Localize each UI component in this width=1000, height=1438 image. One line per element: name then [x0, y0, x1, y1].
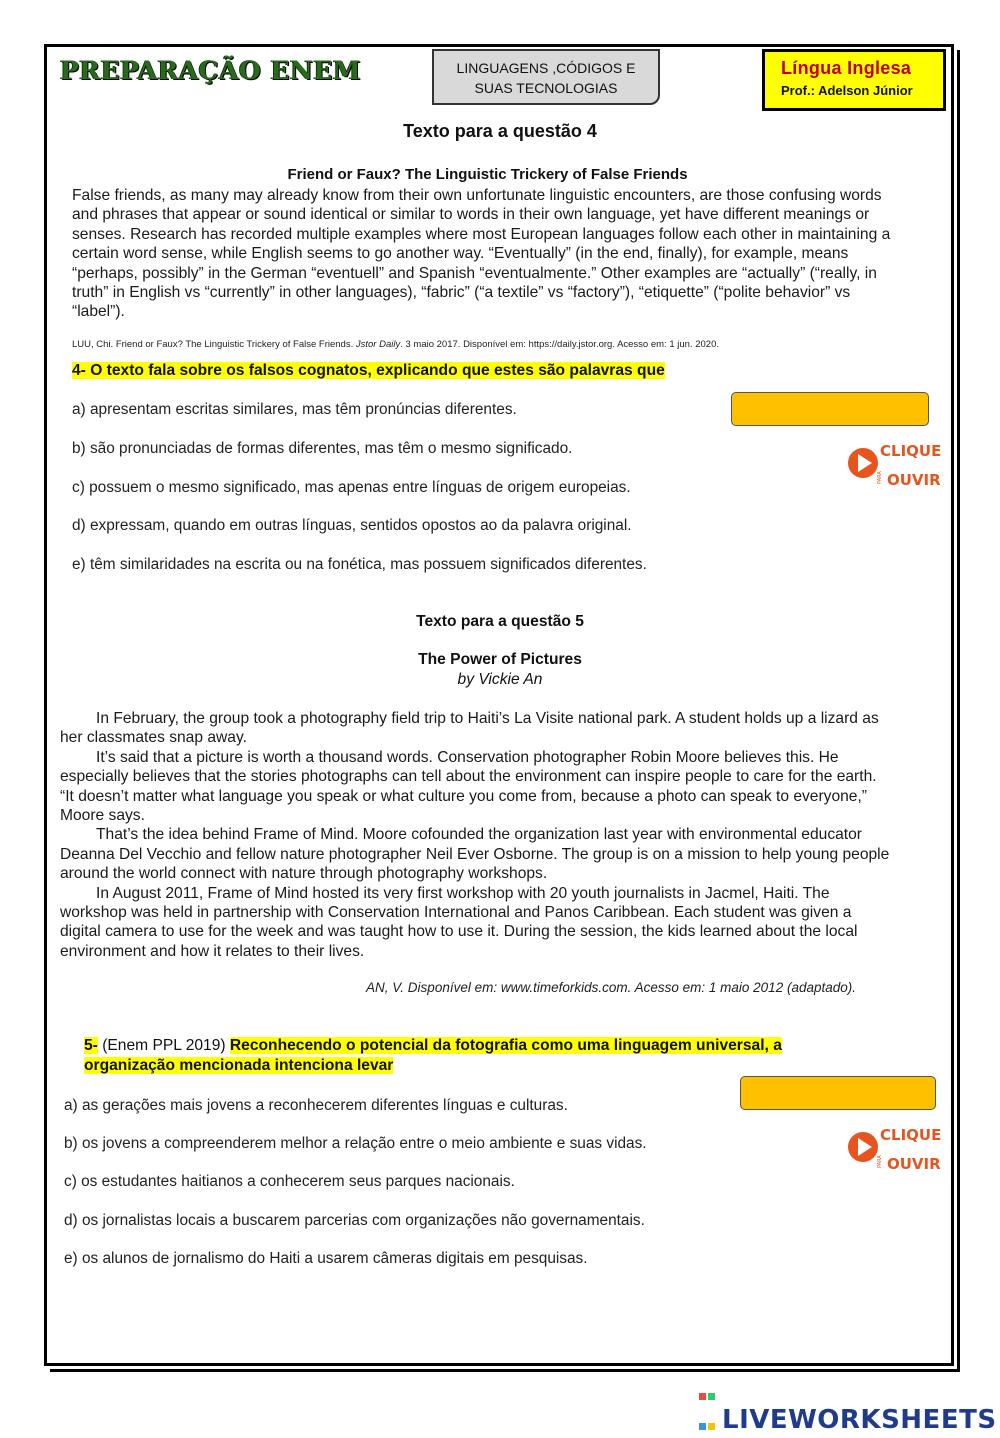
option-4c: c) possuem o mesmo significado, mas apenas entre línguas de origem europeias. — [72, 479, 631, 496]
brand-title: PREPARAÇÃO ENEM — [60, 56, 362, 85]
citation-prefix: LUU, Chi. Friend or Faux? The Linguistic Trickery of False Friends. — [72, 339, 356, 350]
liveworksheets-icon — [698, 1378, 720, 1400]
question-5-source: (Enem PPL 2019) — [97, 1037, 230, 1054]
option-4b: b) são pronunciadas de formas diferentes, mas têm o mesmo significado. — [72, 440, 573, 457]
answer-dropdown-q5[interactable] — [740, 1076, 936, 1110]
language-title: Língua Inglesa — [781, 58, 912, 78]
article-title-q4: Friend or Faux? The Linguistic Trickery of False Friends — [287, 166, 688, 183]
article-body-q5 — [60, 709, 890, 961]
section-heading-q5: Texto para a questão 5 — [416, 613, 584, 630]
question-5 — [84, 1036, 854, 1075]
listen-label-small: PARA — [877, 1155, 883, 1168]
article-author-q5: by Vickie An — [457, 671, 543, 688]
paragraph-3: That’s the idea behind Frame of Mind. Moore cofounded the organization last year with environmental educator Deanna Del Vecchio and fellow nature photographer Neil Ever Osborne. The group is on a mission to help young people around the world connect with nature through photography workshops. — [60, 826, 890, 883]
listen-button-q4[interactable] — [847, 432, 942, 494]
question-4 — [72, 362, 665, 380]
option-5a: a) as gerações mais jovens a reconhecerem diferentes línguas e culturas. — [64, 1097, 568, 1114]
answer-dropdown-q4[interactable] — [731, 392, 929, 426]
option-5c: c) os estudantes haitianos a conhecerem seus parques nacionais. — [64, 1173, 515, 1190]
liveworksheets-logo — [698, 1378, 997, 1435]
paragraph-2: It’s said that a picture is worth a thousand words. Conservation photographer Robin Moore believes this. He especially believes that the stories photographs can tell about the environment can inspire people to care for the earth. “It doesn’t matter what language you speak or what culture you come from, because a photo can speak to everyone,” Moore says. — [60, 748, 877, 825]
question-5-number: 5- — [84, 1037, 98, 1054]
play-icon — [847, 432, 942, 494]
subject-box — [432, 49, 660, 105]
listen-label-1: CLIQUE — [880, 442, 942, 460]
citation-q4 — [72, 339, 932, 350]
liveworksheets-text: LIVEWORKSHEETS — [722, 1405, 997, 1435]
teacher-name: Prof.: Adelson Júnior — [781, 83, 913, 98]
section-heading-q4: Texto para a questão 4 — [403, 121, 597, 141]
play-icon — [847, 1116, 942, 1178]
article-body-q4: False friends, as many may already know from their own unfortunate linguistic encounters, are those confusing words and phrases that appear or sound identical or similar to words in their own language, yet have different meanings or senses. Research has recorded multiple examples where most European languages follow each other in maintaining a certain word sense, while English seems to go another way. “Eventually” (in the end, finally), for example, means “perhaps, possibly” in the German “eventuell” and Spanish “eventualmente.” Other examples are “actually” (“really, in truth” in English vs “currently” in other languages), “fabric” (“a textile” vs “factory”), “etiquette” (“polite behavior” vs “label”). — [72, 187, 891, 321]
listen-label-1: CLIQUE — [880, 1126, 942, 1144]
question-5-text-2: organização mencionada intenciona levar — [84, 1056, 394, 1074]
option-4e: e) têm similaridades na escrita ou na fonética, mas possuem significados diferentes. — [72, 556, 647, 573]
option-5d: d) os jornalistas locais a buscarem parcerias com organizações não governamentais. — [64, 1212, 645, 1229]
option-5b: b) os jovens a compreenderem melhor a relação entre o meio ambiente e suas vidas. — [64, 1135, 647, 1152]
question-5-text-1: Reconhecendo o potencial da fotografia como uma linguagem universal, a — [229, 1037, 782, 1054]
paragraph-4: In August 2011, Frame of Mind hosted its very first workshop with 20 youth journalists in Jacmel, Haiti. The workshop was held in partnership with Conservation International and Panos Caribbean. Each student was given a digital camera to use for the week and was taught how to use it. During the session, the kids learned about the local environment and how it relates to their lives. — [60, 884, 858, 960]
option-4a: a) apresentam escritas similares, mas têm pronúncias diferentes. — [72, 401, 517, 418]
listen-label-small: PARA — [877, 471, 883, 484]
subject-line-2: SUAS TECNOLOGIAS — [474, 80, 618, 96]
option-4d: d) expressam, quando em outras línguas, sentidos opostos ao da palavra original. — [72, 517, 632, 534]
article-title-q5: The Power of Pictures — [418, 651, 582, 668]
option-5e: e) os alunos de jornalismo do Haiti a usarem câmeras digitais em pesquisas. — [64, 1250, 588, 1267]
citation-suffix: . 3 maio 2017. Disponível em: https://daily.jstor.org. Acesso em: 1 jun. 2020. — [400, 339, 719, 350]
listen-label-2: OUVIR — [887, 471, 941, 489]
language-box — [762, 49, 946, 111]
citation-source: Jstor Daily — [355, 339, 401, 350]
question-4-text: 4- O texto fala sobre os falsos cognatos, explicando que estes são palavras que — [72, 362, 665, 379]
listen-label-2: OUVIR — [887, 1155, 941, 1173]
paragraph-1: In February, the group took a photography field trip to Haiti’s La Visite national park. A student holds up a lizard as her classmates snap away. — [60, 710, 879, 747]
citation-q5: AN, V. Disponível em: www.timeforkids.com. Acesso em: 1 maio 2012 (adaptado). — [366, 980, 856, 995]
listen-button-q5[interactable] — [847, 1116, 942, 1178]
subject-line-1: LINGUAGENS ,CÓDIGOS E — [456, 60, 636, 76]
